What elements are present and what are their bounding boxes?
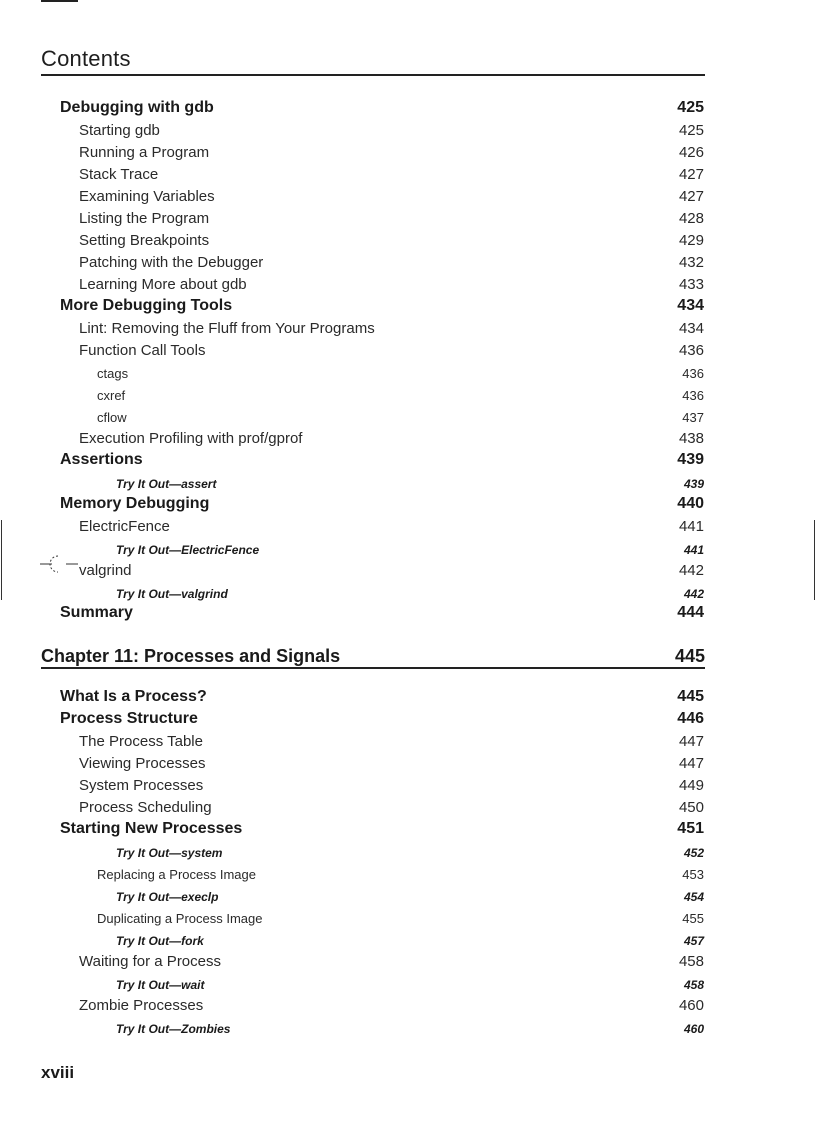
toc-page: 458	[683, 978, 704, 992]
toc-page: 450	[678, 799, 704, 816]
toc-item[interactable]	[0, 248, 816, 270]
toc-page: 427	[678, 166, 704, 183]
toc-page: 454	[683, 890, 704, 904]
toc-page: 444	[677, 604, 704, 621]
toc-label: Assertions	[60, 451, 143, 468]
toc-page: 455	[682, 911, 704, 926]
toc-label: Try It Out—fork	[116, 934, 204, 948]
toc-subitem[interactable]	[0, 859, 816, 881]
toc-subitem[interactable]	[0, 380, 816, 402]
toc-label: Starting gdb	[79, 122, 160, 139]
toc-label: Memory Debugging	[60, 495, 210, 512]
toc-section-debugging-gdb[interactable]	[0, 94, 816, 116]
toc-subitem[interactable]	[0, 903, 816, 925]
toc-label: Try It Out—valgrind	[116, 587, 228, 601]
toc-item[interactable]	[0, 160, 816, 182]
toc-label: Try It Out—execlp	[116, 890, 219, 904]
toc-label: Lint: Removing the Fluff from Your Programs	[79, 320, 375, 337]
page-number: xviii	[41, 1063, 75, 1082]
toc-item[interactable]	[0, 991, 816, 1013]
toc-label: Debugging with gdb	[60, 99, 214, 116]
toc-label: Running a Program	[79, 144, 210, 161]
toc-chapter-11[interactable]	[41, 645, 705, 669]
toc-label: Starting New Processes	[60, 820, 243, 837]
toc-page: 433	[678, 276, 704, 293]
toc-page: 437	[682, 410, 704, 425]
toc-item[interactable]	[0, 138, 816, 160]
toc-try-it-out[interactable]	[0, 925, 816, 947]
toc-label: The Process Table	[79, 733, 203, 750]
toc-label: Try It Out—system	[116, 846, 223, 860]
toc-page: 427	[678, 188, 704, 205]
toc-section-summary[interactable]	[0, 599, 816, 621]
toc-page: 453	[682, 867, 704, 882]
toc-item[interactable]	[0, 226, 816, 248]
toc-section-memory-debugging[interactable]	[0, 490, 816, 512]
toc-page: 447	[678, 755, 704, 772]
top-rule	[41, 0, 78, 2]
toc-item[interactable]	[0, 947, 816, 969]
chapter-page: 445	[674, 646, 705, 666]
toc-label: cflow	[97, 410, 127, 425]
toc-label: ctags	[97, 366, 129, 381]
toc-page: 460	[678, 997, 704, 1014]
toc-page: 441	[678, 518, 704, 535]
toc-page: 436	[682, 388, 704, 403]
toc-page: 442	[678, 562, 704, 579]
toc-label: Learning More about gdb	[79, 276, 247, 293]
header-rule	[41, 74, 705, 76]
toc-label: Try It Out—assert	[116, 477, 217, 491]
toc-page: 441	[683, 543, 704, 557]
toc-page: 436	[678, 342, 704, 359]
toc-page: 434	[678, 320, 704, 337]
toc-label: cxref	[97, 388, 126, 403]
toc-label: valgrind	[79, 562, 132, 579]
page-title: Contents	[41, 46, 131, 71]
toc-label: Zombie Processes	[79, 997, 204, 1014]
toc-try-it-out[interactable]	[0, 468, 816, 490]
toc-try-it-out[interactable]	[0, 837, 816, 859]
toc-label: Viewing Processes	[79, 755, 206, 772]
toc-item[interactable]	[0, 314, 816, 336]
toc-page: 445	[677, 688, 704, 705]
toc-label: Try It Out—Zombies	[116, 1022, 231, 1036]
toc-label: Stack Trace	[79, 166, 159, 183]
toc-page: 434	[677, 297, 704, 314]
toc-label: Examining Variables	[79, 188, 215, 205]
toc-try-it-out[interactable]	[0, 881, 816, 903]
toc-item[interactable]	[0, 270, 816, 292]
toc-page: 426	[678, 144, 704, 161]
toc-page: 436	[682, 366, 704, 381]
toc-page: 429	[678, 232, 704, 249]
toc-section-process-structure[interactable]	[0, 705, 816, 727]
toc-page: 457	[683, 934, 704, 948]
chapter-title: Chapter 11: Processes and Signals	[41, 646, 341, 666]
toc-label: Execution Profiling with prof/gprof	[79, 430, 303, 447]
toc-item[interactable]	[0, 116, 816, 138]
toc-item[interactable]	[0, 749, 816, 771]
toc-item[interactable]	[0, 204, 816, 226]
toc-label: Try It Out—wait	[116, 978, 205, 992]
toc-section-starting-new-processes[interactable]	[0, 815, 816, 837]
toc-subitem[interactable]	[0, 402, 816, 424]
toc-label: Setting Breakpoints	[79, 232, 210, 249]
toc-try-it-out[interactable]	[0, 1013, 816, 1035]
toc-item[interactable]	[0, 336, 816, 358]
toc-page: 458	[678, 953, 704, 970]
toc-page: 439	[683, 477, 704, 491]
toc-page: 425	[677, 99, 704, 116]
toc-page: 449	[678, 777, 704, 794]
toc-try-it-out[interactable]	[0, 578, 816, 600]
toc-section-more-debugging-tools[interactable]	[0, 292, 816, 314]
toc-page: 451	[677, 820, 704, 837]
toc-section-what-is-a-process[interactable]	[0, 683, 816, 705]
toc-page: 425	[678, 122, 704, 139]
toc-label: Waiting for a Process	[79, 953, 221, 970]
toc-page: 460	[683, 1022, 704, 1036]
toc-item[interactable]	[0, 424, 816, 446]
toc-subitem[interactable]	[0, 358, 816, 380]
toc-page: 438	[678, 430, 704, 447]
toc-label: What Is a Process?	[60, 688, 207, 705]
toc-item[interactable]	[0, 512, 816, 534]
toc-label: More Debugging Tools	[60, 297, 233, 314]
toc-label: Replacing a Process Image	[97, 867, 256, 882]
toc-item[interactable]	[0, 727, 816, 749]
toc-label: Function Call Tools	[79, 342, 206, 359]
toc-label: ElectricFence	[79, 518, 170, 535]
toc-label: Patching with the Debugger	[79, 254, 264, 271]
toc-page: 432	[678, 254, 704, 271]
toc-label: Duplicating a Process Image	[97, 911, 263, 926]
toc-page: 447	[678, 733, 704, 750]
toc-page: 452	[683, 846, 704, 860]
toc-try-it-out[interactable]	[0, 534, 816, 556]
toc-item[interactable]	[0, 771, 816, 793]
toc-section-assertions[interactable]	[0, 446, 816, 468]
toc-label: Summary	[60, 604, 133, 621]
toc-page: 440	[677, 495, 704, 512]
toc-item[interactable]	[0, 556, 816, 578]
toc-label: Try It Out—ElectricFence	[116, 543, 260, 557]
toc-page: 446	[677, 710, 704, 727]
toc-label: Process Scheduling	[79, 799, 212, 816]
toc-try-it-out[interactable]	[0, 969, 816, 991]
toc-label: Listing the Program	[79, 210, 210, 227]
toc-page: 439	[677, 451, 704, 468]
toc-item[interactable]	[0, 793, 816, 815]
toc-page: 428	[678, 210, 704, 227]
toc-label: System Processes	[79, 777, 204, 794]
toc-label: Process Structure	[60, 710, 198, 727]
toc-item[interactable]	[0, 182, 816, 204]
toc-page: 442	[683, 587, 704, 601]
